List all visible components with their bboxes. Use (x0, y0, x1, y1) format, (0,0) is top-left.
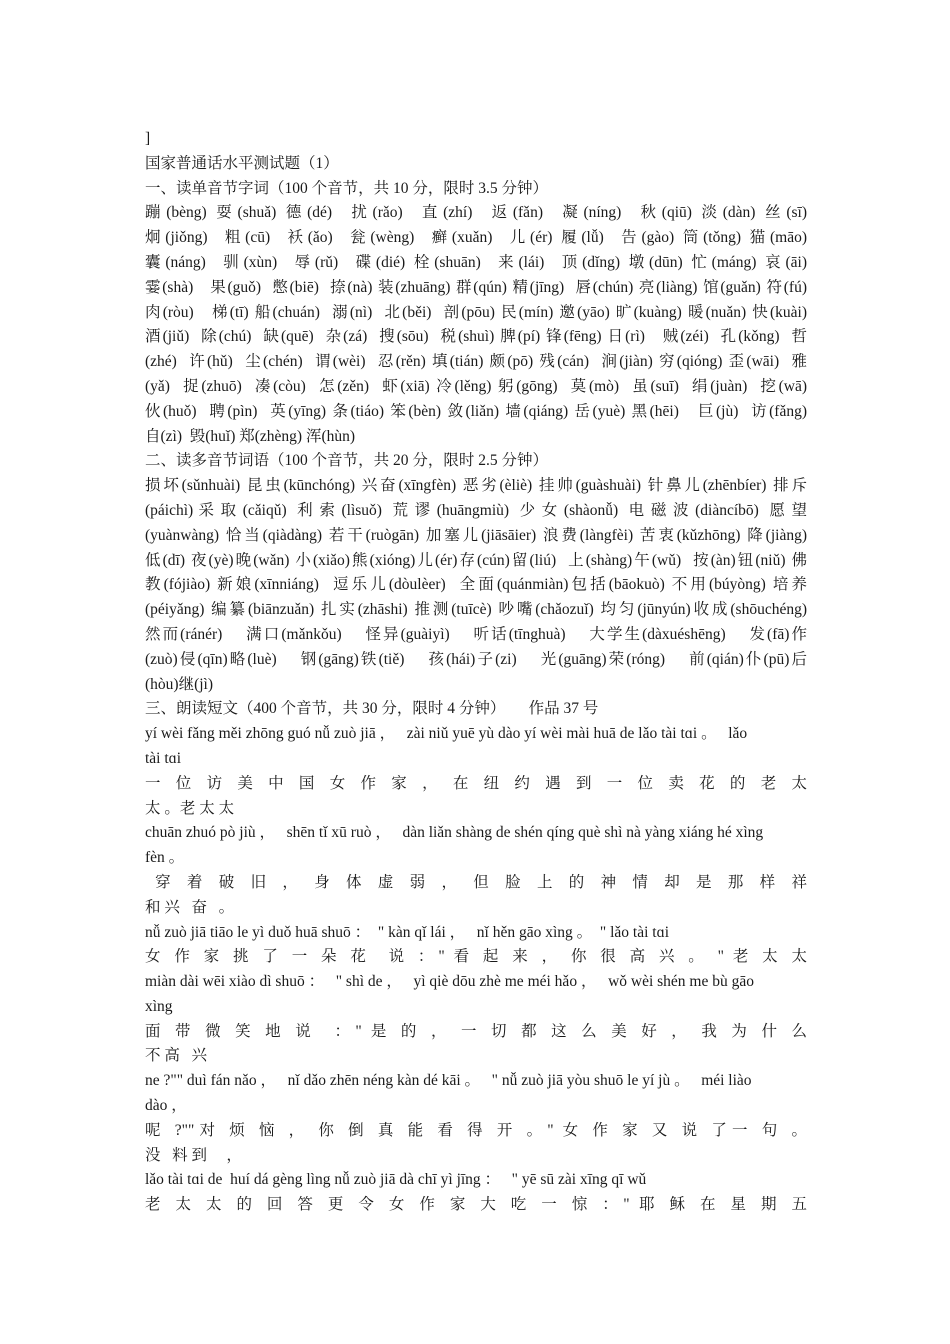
reading-line: dào ， (145, 1097, 187, 1115)
section-1-line: (zhé) 许(hǔ) 尘(chén) 谓(wèi) 忍(rěn) 填(tián) 颇(pō) 残(cán) 涧(jiàn) 穷(qióng) 歪(wāi) 雅 (145, 353, 807, 371)
reading-line: nǚ zuò jiā tiāo le yì duǒ huā shuō ： " kàn qǐ lái ， nǐ hěn gāo xìng 。 " lǎo tài tɑi (145, 923, 669, 941)
section-1-line: 霎(shà) 果(guǒ) 憋(biē) 捺(nà) 装(zhuāng) 群(qún) 精(jīng) 唇(chún) 亮(liàng) 馆(guǎn) 符(fú) (145, 278, 807, 296)
reading-line: tài tɑi (145, 749, 182, 767)
reading-line: 老 太 太 的 回 答 更 令 女 作 家 大 吃 一 惊 ：" 耶 稣 在 星 期 五 (145, 1196, 807, 1214)
reading-line: fèn 。 (145, 849, 185, 867)
section-1 (145, 177, 807, 450)
section-1-line: 炯(jiǒng) 粗(cū) 袄(ǎo) 瓮(wèng) 癣(xuǎn) 儿(ér) 履(lǚ) 告(gào) 筒(tǒng) 猫(māo) (145, 229, 807, 247)
reading-line: yí wèi fǎng měi zhōng guó nǚ zuò jiā ， zài niǔ yuē yù dào yí wèi mài huā de lǎo tài tɑi 。 lǎo (145, 725, 748, 743)
section-2-line: (yuànwàng) 恰当(qiàdàng) 若干(ruògān) 加塞儿(jiāsāier) 浪费(làngfèi) 苦衷(kǔzhōng) 降(jiàng) (145, 526, 807, 544)
section-1-line: 酒(jiǔ) 除(chú) 缺(quē) 杂(zá) 搜(sōu) 税(shuì) 脾(pí) 锋(fēng) 日(rì) 贼(zéi) 孔(kǒng) 哲 (145, 328, 807, 346)
reading-line: 穿 着 破 旧 ， 身 体 虚 弱 ， 但 脸 上 的 神 情 却 是 那 样 祥 (145, 873, 807, 891)
section-2-line: 损坏(sǔnhuài) 昆虫(kūnchóng) 兴奋(xīngfèn) 恶劣(èliè) 挂帅(guàshuài) 针鼻儿(zhēnbíer) 排斥 (145, 477, 807, 495)
top-bracket: ] (145, 130, 151, 147)
section-2-last-line: (hòu)继(jì) (145, 675, 214, 693)
section-1-line: (yǎ) 捉(zhuō) 凑(còu) 怎(zěn) 虾(xiā) 冷(lěng) 躬(gōng) 莫(mò) 虽(suī) 绢(juàn) 挖(wā) (145, 377, 807, 395)
section-1-line: 蹦(bèng) 耍(shuǎ) 德(dé) 扰(rǎo) 直(zhí) 返(fǎn) 凝(níng) 秋(qiū) 淡(dàn) 丝(sī) (145, 204, 807, 222)
section-2-line: (zuò)侵(qīn)略(luè) 钢(gāng)铁(tiě) 孩(hái)子(zi) 光(guāng)荣(róng) 前(qián)仆(pū)后 (145, 650, 807, 668)
reading-line: 不 高 兴 (145, 1047, 208, 1065)
document-title: 国家普通话水平测试题（1） (145, 154, 339, 172)
reading-line: chuān zhuó pò jiù ， shēn tǐ xū ruò ， dàn liǎn shàng de shén qíng què shì nà yàng xiáng hé xìng (145, 824, 764, 842)
section-1-line: 囊(náng) 驯(xùn) 辱(rǔ) 碟(dié) 栓(shuān) 来(lái) 顶(dǐng) 墩(dūn) 忙(máng) 哀(āi) (145, 253, 807, 271)
section-2-line: (péiyǎng) 编纂(biānzuǎn) 扎实(zhāshi) 推测(tuīcè) 吵嘴(chǎozuǐ) 均匀(jūnyún)收成(shōuchéng) (145, 601, 807, 619)
section-1-last-line: 自(zì) 毁(huǐ) 郑(zhèng) 浑(hùn) (145, 427, 356, 445)
section-2-line: 然而(ránér) 满口(mǎnkǒu) 怪异(guàiyì) 听话(tīnghuà) 大学生(dàxuéshēng) 发(fā)作 (145, 625, 807, 643)
section-3 (145, 697, 807, 1218)
section-2 (145, 449, 807, 697)
reading-line: ne ?"" duì fán nǎo ， nǐ dǎo zhēn néng kàn dé kāi 。 " nǚ zuò jiā yòu shuō le yí jù 。 méi liào (145, 1072, 752, 1090)
section-1-line: 肉(ròu) 梯(tī) 船(chuán) 溺(nì) 北(běi) 剖(pōu) 民(mín) 邀(yāo) 旷(kuàng) 暖(nuǎn) 快(kuài) (145, 303, 807, 321)
reading-line: xìng (145, 997, 173, 1015)
section-2-line: 低(dī) 夜(yè)晚(wǎn) 小(xiǎo)熊(xióng)儿(ér)存(cún)留(liú) 上(shàng)午(wǔ) 按(àn)钮(niǔ) 佛 (145, 551, 807, 569)
section-1-line: 伙(huǒ) 聘(pìn) 英(yīng) 条(tiáo) 笨(bèn) 敛(liǎn) 墙(qiáng) 岳(yuè) 黑(hēi) 巨(jù) 访(fǎng) (145, 402, 807, 420)
section-2-line: 教(fójiào) 新娘(xīnniáng) 逗乐儿(dòulèer) 全面(quánmiàn)包括(bāokuò) 不用(búyòng) 培养 (145, 576, 807, 594)
section-3-heading: 三、朗读短文（400 个音节，共 30 分，限时 4 分钟） 作品 37 号 (145, 700, 599, 718)
reading-line: 一 位 访 美 中 国 女 作 家 ， 在 纽 约 遇 到 一 位 卖 花 的 老 太 (145, 774, 807, 792)
reading-line: 和 兴 奋 。 (145, 898, 235, 916)
reading-line: 面 带 微 笑 地 说 ：" 是 的 ， 一 切 都 这 么 美 好 ， 我 为 什 么 (145, 1022, 807, 1040)
reading-line: 太 。老 太 太 (145, 799, 235, 817)
section-2-heading: 二、读多音节词语（100 个音节，共 20 分，限时 2.5 分钟） (145, 452, 549, 470)
reading-line: lǎo tài tɑi de huí dá gèng lìng nǚ zuò jiā dà chī yì jīng ： " yē sū zài xīng qī wǔ (145, 1171, 647, 1189)
reading-line: miàn dài wēi xiào dì shuō ： " shì de ， yì qiè dōu zhè me méi hǎo ， wǒ wèi shén me bù gāo (145, 973, 754, 991)
section-1-heading: 一、读单音节字词（100 个音节，共 10 分，限时 3.5 分钟） (145, 179, 549, 197)
reading-line: 女 作 家 挑 了 一 朵 花 说 ：" 看 起 来 ， 你 很 高 兴 。 " 老 太 太 (145, 948, 807, 966)
reading-line: 没 料 到 ， (145, 1146, 242, 1164)
reading-passage (145, 722, 807, 1218)
document-page (145, 127, 807, 1218)
section-2-line: (páichì) 采 取 (cǎiqǔ) 利 索 (lìsuǒ) 荒 谬 (huāngmiù) 少 女 (shàonǚ) 电 磁 波 (diàncíbō) 愿 望 (145, 501, 807, 519)
reading-line: 呢 ?""对 烦 恼 ， 你 倒 真 能 看 得 开 。" 女 作 家 又 说 了一 句 。 (145, 1121, 807, 1139)
